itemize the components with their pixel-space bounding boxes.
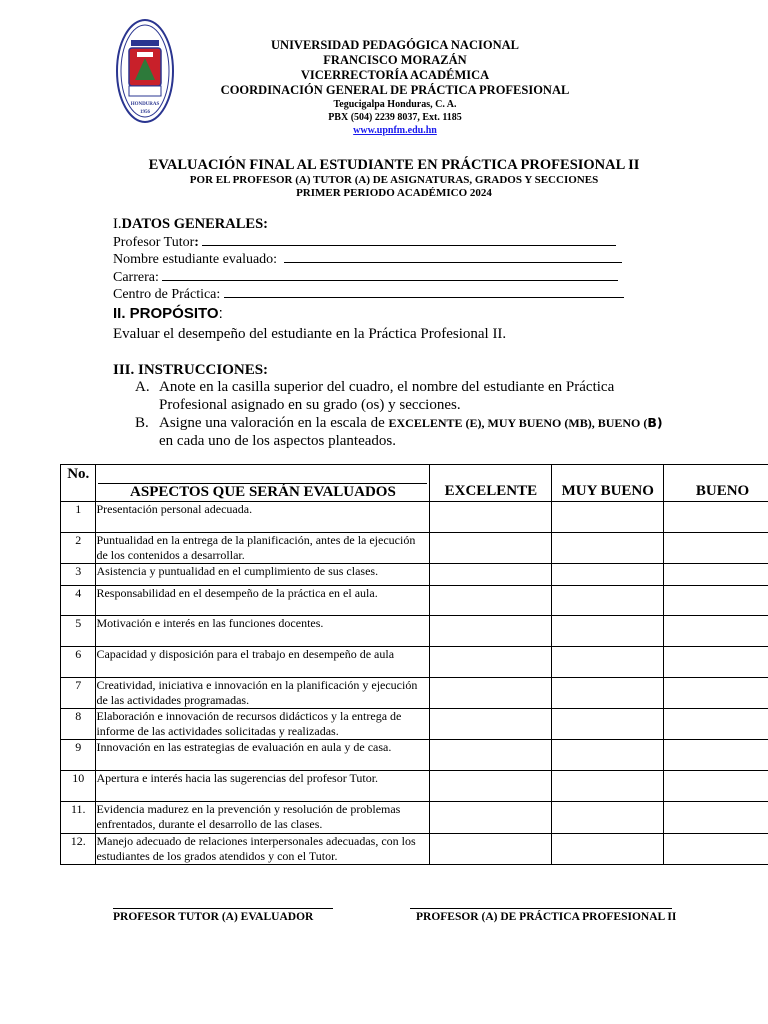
table-row: [61, 802, 768, 834]
excellent-cell[interactable]: [430, 502, 552, 533]
row-number: 1: [61, 502, 96, 533]
logo-year-text: 1956: [140, 110, 150, 115]
row-number: 5: [61, 616, 96, 647]
excellent-cell[interactable]: [430, 616, 552, 647]
section1-title: DATOS GENERALES:: [121, 216, 268, 232]
table-row: [61, 834, 768, 865]
good-cell[interactable]: [664, 771, 768, 802]
university-logo: [115, 18, 175, 124]
good-cell[interactable]: [664, 647, 768, 678]
main-title: EVALUACIÓN FINAL AL ESTUDIANTE EN PRÁCTICA PROFESIONAL II: [148, 157, 640, 173]
field-career[interactable]: [113, 269, 624, 287]
aspect-text: Apertura e interés hacia las sugerencias del profesor Tutor.: [96, 771, 430, 802]
row-number: 7: [61, 678, 96, 709]
field-student-label: Nombre estudiante evaluado:: [113, 252, 278, 267]
field-tutor-label: Profesor Tutor: [113, 234, 195, 250]
table-row: [61, 616, 768, 647]
signature-label-right: PROFESOR (A) DE PRÁCTICA PROFESIONAL II: [416, 911, 677, 923]
evaluation-table: [60, 464, 768, 865]
good-cell[interactable]: [664, 709, 768, 740]
table-row: [61, 586, 768, 616]
excellent-cell[interactable]: [430, 678, 552, 709]
aspect-text: Motivación e interés en las funciones docentes.: [96, 616, 430, 647]
excellent-cell[interactable]: [430, 740, 552, 771]
field-career-label: Carrera:: [113, 269, 159, 285]
row-number: 10: [61, 771, 96, 802]
table-row: [61, 740, 768, 771]
excellent-cell[interactable]: [430, 709, 552, 740]
subtitle-1: POR EL PROFESOR (A) TUTOR (A) DE ASIGNATURAS, GRADOS Y SECCIONES: [189, 174, 599, 186]
table-row: [61, 533, 768, 564]
instruction-a: A. Anote en la casilla superior del cuadro, el nombre del estudiante en Práctica Profesional asignado en su grado (os) y secciones.: [135, 379, 615, 413]
very-good-cell[interactable]: [552, 564, 664, 586]
table-row: [61, 564, 768, 586]
header-excellent: EXCELENTE: [430, 465, 552, 502]
aspect-text: Evidencia madurez en la prevención y resolución de problemas enfrentados, durante el desarrollo de las clases.: [96, 802, 430, 834]
field-center[interactable]: [113, 286, 624, 304]
university-name: UNIVERSIDAD PEDAGÓGICA NACIONAL: [271, 38, 519, 52]
excellent-cell[interactable]: [430, 834, 552, 865]
very-good-cell[interactable]: [552, 502, 664, 533]
good-cell[interactable]: [664, 564, 768, 586]
very-good-cell[interactable]: [552, 740, 664, 771]
signature-line-left[interactable]: [113, 908, 333, 909]
excellent-cell[interactable]: [430, 771, 552, 802]
row-number: 6: [61, 647, 96, 678]
aspect-text: Presentación personal adecuada.: [96, 502, 430, 533]
good-cell[interactable]: [664, 802, 768, 834]
aspect-text: Asistencia y puntualidad en el cumplimiento de sus clases.: [96, 564, 430, 586]
signature-label-left: PROFESOR TUTOR (A) EVALUADOR: [113, 911, 314, 923]
header-aspects: ASPECTOS QUE SERÁN EVALUADOS: [96, 465, 430, 502]
very-good-cell[interactable]: [552, 834, 664, 865]
good-cell[interactable]: [664, 740, 768, 771]
university-name-2: FRANCISCO MORAZÁN: [323, 53, 467, 67]
aspect-text: Manejo adecuado de relaciones interpersonales adecuadas, con los estudiantes de los grados atendidos y con el Tutor.: [96, 834, 430, 865]
good-cell[interactable]: [664, 834, 768, 865]
signature-line-right[interactable]: [410, 908, 672, 909]
very-good-cell[interactable]: [552, 709, 664, 740]
row-number: 2: [61, 533, 96, 564]
very-good-cell[interactable]: [552, 586, 664, 616]
very-good-cell[interactable]: [552, 678, 664, 709]
section-general-data: [113, 216, 624, 304]
table-row: [61, 502, 768, 533]
table-row: [61, 647, 768, 678]
good-cell[interactable]: [664, 678, 768, 709]
website-link[interactable]: www.upnfm.edu.hn: [353, 125, 437, 136]
very-good-cell[interactable]: [552, 616, 664, 647]
document-titles: [110, 157, 678, 200]
city: Tegucigalpa Honduras, C. A.: [333, 99, 457, 110]
excellent-cell[interactable]: [430, 647, 552, 678]
coordination: COORDINACIÓN GENERAL DE PRÁCTICA PROFESIONAL: [220, 83, 570, 97]
good-cell[interactable]: [664, 586, 768, 616]
section1-numeral: I.: [113, 216, 122, 232]
good-cell[interactable]: [664, 533, 768, 564]
excellent-cell[interactable]: [430, 586, 552, 616]
very-good-cell[interactable]: [552, 533, 664, 564]
vicerrectoria: VICERRECTORÍA ACADÉMICA: [300, 68, 490, 82]
subtitle-2: PRIMER PERIODO ACADÉMICO 2024: [296, 187, 492, 199]
instructions-list: [135, 378, 695, 450]
excellent-cell[interactable]: [430, 533, 552, 564]
table-row: [61, 771, 768, 802]
section2-text: Evaluar el desempeño del estudiante en la Práctica Profesional II.: [113, 326, 507, 342]
section3-title: III. INSTRUCCIONES:: [113, 362, 269, 378]
header-no: No.: [61, 465, 96, 502]
aspect-text: Puntualidad en la entrega de la planificación, antes de la ejecución de los contenidos a desarrollar.: [96, 533, 430, 564]
header-good: BUENO: [664, 465, 768, 502]
row-number: 3: [61, 564, 96, 586]
aspect-text: Elaboración e innovación de recursos didácticos y la entrega de informe de las actividades solicitadas y realizadas.: [96, 709, 430, 740]
row-number: 4: [61, 586, 96, 616]
very-good-cell[interactable]: [552, 771, 664, 802]
row-number: 8: [61, 709, 96, 740]
row-number: 9: [61, 740, 96, 771]
institution-header: [190, 38, 600, 137]
instruction-b: B. Asigne una valoración en la escala de EXCELENTE (E), MUY BUENO (MB), BUENO (B) en cada uno de los aspectos planteados.: [135, 415, 663, 449]
row-number: 11.: [61, 802, 96, 834]
phone: PBX (504) 2239 8037, Ext. 1185: [328, 112, 462, 123]
logo-country-text: HONDURAS: [130, 102, 160, 107]
good-cell[interactable]: [664, 616, 768, 647]
field-student[interactable]: [113, 251, 624, 269]
header-very-good: MUY BUENO: [552, 465, 664, 502]
row-number: 12.: [61, 834, 96, 865]
table-row: [61, 709, 768, 740]
excellent-cell[interactable]: [430, 564, 552, 586]
excellent-cell[interactable]: [430, 802, 552, 834]
aspect-text: Responsabilidad en el desempeño de la práctica en el aula.: [96, 586, 430, 616]
aspect-text: Creatividad, iniciativa e innovación en la planificación y ejecución de las actividades programadas.: [96, 678, 430, 709]
table-row: [61, 678, 768, 709]
good-cell[interactable]: [664, 502, 768, 533]
very-good-cell[interactable]: [552, 647, 664, 678]
aspect-text: Capacidad y disposición para el trabajo en desempeño de aula: [96, 647, 430, 678]
very-good-cell[interactable]: [552, 802, 664, 834]
field-center-label: Centro de Práctica:: [113, 287, 221, 302]
field-tutor[interactable]: Profesor Tutor:: [113, 234, 624, 252]
section2-title: II. PROPÓSITO:: [113, 305, 223, 322]
aspect-text: Innovación en las estrategias de evaluación en aula y de casa.: [96, 740, 430, 771]
